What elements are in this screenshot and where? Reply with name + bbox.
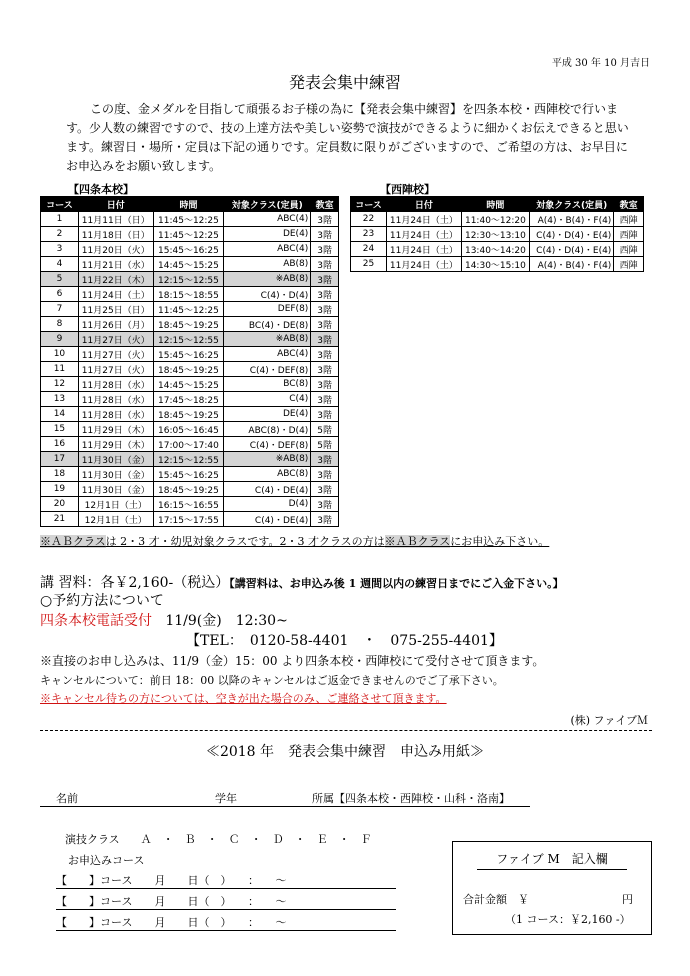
intro-paragraph: この度、金メダルを目指して頑張るお子様の為に【発表会集中練習】を四条本校・西陣校で行います。少人数の練習ですので、技の上達方法や美しい姿勢で演技ができるように細かくお伝えできると思います。練習日・場所・定員は下記の通りです。定員数に限りがございますので、ご希望の方は、お早目にお申込みをお願い致します。 — [66, 102, 629, 173]
cell-room: 西陣 — [614, 242, 644, 257]
table-row — [41, 482, 339, 497]
cell-date: 11月24日（土） — [387, 212, 462, 227]
grade-label: 学年 — [215, 792, 237, 805]
cell-date: 11月28日（水） — [78, 407, 153, 422]
cell-date: 11月27日（火） — [78, 332, 153, 347]
cell-class: D(4) — [224, 497, 311, 512]
waitlist-note: ※キャンセル待ちの方については、空きが出た場合のみ、ご連絡させて頂きます。 — [40, 692, 447, 705]
cell-room: 3階 — [311, 392, 339, 407]
col-room: 教室 — [614, 197, 644, 212]
cell-room: 3階 — [311, 347, 339, 362]
fee-note: 【講習料は、お申込み後 1 週間以内の練習日までにご入金下さい。】 — [229, 577, 564, 590]
cell-time: 16:05～16:45 — [153, 422, 224, 437]
phone-reception-time: 11/9(金) 12:30~ — [165, 613, 288, 629]
cell-date: 11月30日（金） — [78, 467, 153, 482]
cell-class: ABC(8) — [224, 467, 311, 482]
cell-class: C(4) — [224, 392, 311, 407]
cell-date: 11月29日（木） — [78, 422, 153, 437]
cell-room: 3階 — [311, 257, 339, 272]
main-school-label: 【四条本校】 — [68, 183, 134, 196]
cell-class: DE(4) — [224, 227, 311, 242]
cell-course: 5 — [41, 272, 79, 287]
cell-time: 12:30～13:10 — [461, 227, 529, 242]
table-row — [41, 452, 339, 467]
cell-room: 5階 — [311, 422, 339, 437]
table-row — [41, 467, 339, 482]
nishijin-label: 【西陣校】 — [380, 183, 435, 196]
cell-date: 11月30日（金） — [78, 482, 153, 497]
ab-class-mark: ※ＡＢクラス — [384, 535, 451, 548]
cell-date: 11月27日（火） — [78, 347, 153, 362]
cell-time: 15:45～16:25 — [153, 242, 224, 257]
cell-class: ※AB(8) — [224, 272, 311, 287]
apply-course-label: お申込みコース — [68, 854, 145, 867]
col-date: 日付 — [387, 197, 462, 212]
cell-time: 18:45～19:25 — [153, 362, 224, 377]
cell-time: 16:15～16:55 — [153, 497, 224, 512]
cell-course: 9 — [41, 332, 79, 347]
course-entry-row[interactable]: 【 】コース 月 日（ ） ： ～ — [56, 914, 396, 931]
table-row — [351, 257, 644, 272]
cell-course: 10 — [41, 347, 79, 362]
fee-line — [40, 572, 564, 592]
cell-time: 11:45～12:25 — [153, 227, 224, 242]
cell-class: BC(4)・DE(8) — [224, 317, 311, 332]
class-label: 演技クラス — [65, 833, 120, 846]
cell-time: 18:45～19:25 — [153, 407, 224, 422]
cell-time: 11:45～12:25 — [153, 302, 224, 317]
col-course: コース — [41, 197, 79, 212]
cell-class: C(4)・D(4)・E(4) — [530, 227, 614, 242]
table-row — [41, 377, 339, 392]
cell-course: 20 — [41, 497, 79, 512]
cell-class: C(4)・DEF(8) — [224, 437, 311, 452]
phone-numbers: 【TEL： 0120-58-4401 ・ 075-255-4401】 — [186, 633, 503, 649]
col-time: 時間 — [153, 197, 224, 212]
table-row — [41, 242, 339, 257]
cell-course: 22 — [351, 212, 387, 227]
cell-time: 17:15～17:55 — [153, 512, 224, 527]
cell-date: 12月1日（土） — [78, 497, 153, 512]
col-course: コース — [351, 197, 387, 212]
cell-room: 3階 — [311, 377, 339, 392]
office-use-box — [452, 841, 652, 935]
cell-course: 13 — [41, 392, 79, 407]
cell-date: 11月27日（火） — [78, 362, 153, 377]
cancel-policy: キャンセルについて：前日 18：00 以降のキャンセルはご返金できませんのでご了承下さい。 — [40, 674, 504, 687]
cell-date: 11月21日（水） — [78, 257, 153, 272]
cell-class: ABC(4) — [224, 242, 311, 257]
col-room: 教室 — [311, 197, 339, 212]
cell-date: 11月24日（土） — [78, 287, 153, 302]
company-name: (株) ファイブＭ — [570, 714, 648, 727]
cell-class: C(4)・DE(4) — [224, 512, 311, 527]
cell-course: 1 — [41, 212, 79, 227]
name-label: 名前 — [56, 792, 78, 805]
total-amount-label: 合計金額 ￥ — [463, 893, 529, 906]
cell-class: C(4)・DE(4) — [224, 482, 311, 497]
cell-course: 19 — [41, 482, 79, 497]
cell-time: 11:40～12:20 — [461, 212, 529, 227]
cell-class: ※AB(8) — [224, 452, 311, 467]
cell-course: 17 — [41, 452, 79, 467]
table-row — [41, 497, 339, 512]
reservation-heading: ○予約方法について — [40, 593, 164, 609]
total-amount-row — [463, 891, 633, 907]
cell-room: 3階 — [311, 302, 339, 317]
cell-date: 11月20日（火） — [78, 242, 153, 257]
cell-course: 16 — [41, 437, 79, 452]
cell-course: 6 — [41, 287, 79, 302]
cell-class: C(4)・D(4)・E(4) — [530, 242, 614, 257]
cell-class: A(4)・B(4)・F(4) — [530, 212, 614, 227]
cell-time: 18:15～18:55 — [153, 287, 224, 302]
cell-class: BC(8) — [224, 377, 311, 392]
cell-time: 14:30～15:10 — [461, 257, 529, 272]
cell-room: 3階 — [311, 512, 339, 527]
table-row — [41, 512, 339, 527]
col-time: 時間 — [461, 197, 529, 212]
cell-time: 14:45～15:25 — [153, 377, 224, 392]
cell-course: 24 — [351, 242, 387, 257]
cell-room: 3階 — [311, 482, 339, 497]
col-date: 日付 — [78, 197, 153, 212]
cell-room: 西陣 — [614, 257, 644, 272]
cell-course: 2 — [41, 227, 79, 242]
phone-reception-title: 四条本校電話受付 — [40, 613, 152, 629]
course-entry-row[interactable]: 【 】コース 月 日（ ） ： ～ — [56, 872, 396, 889]
cell-course: 7 — [41, 302, 79, 317]
table-row — [41, 422, 339, 437]
cell-course: 11 — [41, 362, 79, 377]
cell-course: 23 — [351, 227, 387, 242]
ab-class-note — [40, 533, 549, 549]
table-row — [41, 287, 339, 302]
per-course-fee: （1 コース：￥2,160 -） — [505, 913, 631, 926]
phone-reception-line — [40, 610, 288, 630]
cell-date: 11月18日（日） — [78, 227, 153, 242]
cell-course: 8 — [41, 317, 79, 332]
table-row — [41, 437, 339, 452]
cell-time: 18:45～19:25 — [153, 317, 224, 332]
cell-date: 11月26日（月） — [78, 317, 153, 332]
office-use-title: ファイブ M 記入欄 — [496, 852, 608, 866]
cell-time: 13:40～14:20 — [461, 242, 529, 257]
table-row — [41, 392, 339, 407]
table-row — [41, 302, 339, 317]
cell-class: AB(8) — [224, 257, 311, 272]
cell-class: ABC(4) — [224, 212, 311, 227]
course-entry-row[interactable]: 【 】コース 月 日（ ） ： ～ — [56, 893, 396, 910]
table-header-row — [351, 197, 644, 212]
cell-class: DE(4) — [224, 407, 311, 422]
cell-date: 11月29日（木） — [78, 437, 153, 452]
table-row — [351, 212, 644, 227]
cell-date: 11月28日（水） — [78, 392, 153, 407]
cell-room: 3階 — [311, 242, 339, 257]
form-title: ≪2018 年 発表会集中練習 申込み用紙≫ — [205, 744, 485, 760]
cell-room: 3階 — [311, 362, 339, 377]
cell-room: 3階 — [311, 227, 339, 242]
cell-date: 11月22日（木） — [78, 272, 153, 287]
cell-date: 11月28日（水） — [78, 377, 153, 392]
cell-time: 11:45～12:25 — [153, 212, 224, 227]
cell-course: 12 — [41, 377, 79, 392]
table-row — [41, 257, 339, 272]
cell-room: 3階 — [311, 452, 339, 467]
cell-date: 11月11日（日） — [78, 212, 153, 227]
total-amount-unit: 円 — [622, 893, 633, 906]
cell-date: 11月24日（土） — [387, 257, 462, 272]
ab-class-mark: ※ＡＢクラス — [40, 535, 106, 548]
cell-room: 3階 — [311, 467, 339, 482]
ab-class-note-end: にお申込み下さい。 — [450, 535, 550, 548]
fee-text: 講 習料：各￥2,160-（税込） — [40, 575, 230, 591]
performance-class-row — [65, 831, 372, 847]
page-title: 発表会集中練習 — [288, 73, 401, 92]
cell-course: 14 — [41, 407, 79, 422]
cell-class: A(4)・B(4)・F(4) — [530, 257, 614, 272]
class-options: Ａ ・ Ｂ ・ Ｃ ・ Ｄ ・ Ｅ ・ Ｆ — [140, 833, 372, 846]
table-row — [41, 332, 339, 347]
cell-time: 15:45～16:25 — [153, 467, 224, 482]
cell-time: 14:45～15:25 — [153, 257, 224, 272]
table-row — [351, 242, 644, 257]
cell-class: ABC(8)・D(4) — [224, 422, 311, 437]
cell-time: 15:45～16:25 — [153, 347, 224, 362]
cell-class: DEF(8) — [224, 302, 311, 317]
cell-room: 3階 — [311, 287, 339, 302]
cell-time: 17:45～18:25 — [153, 392, 224, 407]
cell-class: ※AB(8) — [224, 332, 311, 347]
cell-class: ABC(4) — [224, 347, 311, 362]
col-class: 対象クラス(定員) — [530, 197, 614, 212]
cell-room: 西陣 — [614, 227, 644, 242]
main-school-schedule-table — [40, 196, 339, 527]
cell-date: 11月30日（金） — [78, 452, 153, 467]
issue-date: 平成 30 年 10 月吉日 — [551, 58, 650, 69]
table-row — [41, 272, 339, 287]
nishijin-schedule-table — [350, 196, 644, 272]
ab-class-note-text: は 2・3 才・幼児対象クラスです。2・3 才クラスの方は — [105, 535, 385, 548]
cell-date: 11月24日（土） — [387, 242, 462, 257]
cell-date: 12月1日（土） — [78, 512, 153, 527]
table-row — [41, 407, 339, 422]
cell-time: 18:45～19:25 — [153, 482, 224, 497]
cell-course: 25 — [351, 257, 387, 272]
cell-class: C(4)・DEF(8) — [224, 362, 311, 377]
cell-time: 17:00～17:40 — [153, 437, 224, 452]
cell-time: 12:15～12:55 — [153, 332, 224, 347]
affiliation-label: 所属【四条本校・西陣校・山科・洛南】 — [312, 792, 510, 805]
direct-application-note: ※直接のお申し込みは、11/9（金）15：00 より四条本校・西陣校にて受付させて頂きます。 — [40, 654, 545, 668]
cell-course: 3 — [41, 242, 79, 257]
cell-date: 11月25日（日） — [78, 302, 153, 317]
cell-date: 11月24日（土） — [387, 227, 462, 242]
table-row — [41, 347, 339, 362]
name-underline — [40, 806, 530, 807]
table-row — [41, 212, 339, 227]
cell-room: 3階 — [311, 407, 339, 422]
cell-room: 3階 — [311, 272, 339, 287]
table-row — [41, 362, 339, 377]
cell-room: 3階 — [311, 317, 339, 332]
cell-course: 18 — [41, 467, 79, 482]
cell-room: 3階 — [311, 497, 339, 512]
cell-course: 15 — [41, 422, 79, 437]
cell-time: 12:15～12:55 — [153, 452, 224, 467]
table-row — [41, 227, 339, 242]
table-header-row — [41, 197, 339, 212]
cell-room: 5階 — [311, 437, 339, 452]
cut-line — [40, 730, 652, 731]
cell-course: 4 — [41, 257, 79, 272]
cell-room: 西陣 — [614, 212, 644, 227]
table-row — [351, 227, 644, 242]
table-row — [41, 317, 339, 332]
cell-room: 3階 — [311, 212, 339, 227]
cell-course: 21 — [41, 512, 79, 527]
cell-class: C(4)・D(4) — [224, 287, 311, 302]
office-use-divider — [477, 869, 627, 870]
col-class: 対象クラス(定員) — [224, 197, 311, 212]
cell-time: 12:15～12:55 — [153, 272, 224, 287]
cell-room: 3階 — [311, 332, 339, 347]
